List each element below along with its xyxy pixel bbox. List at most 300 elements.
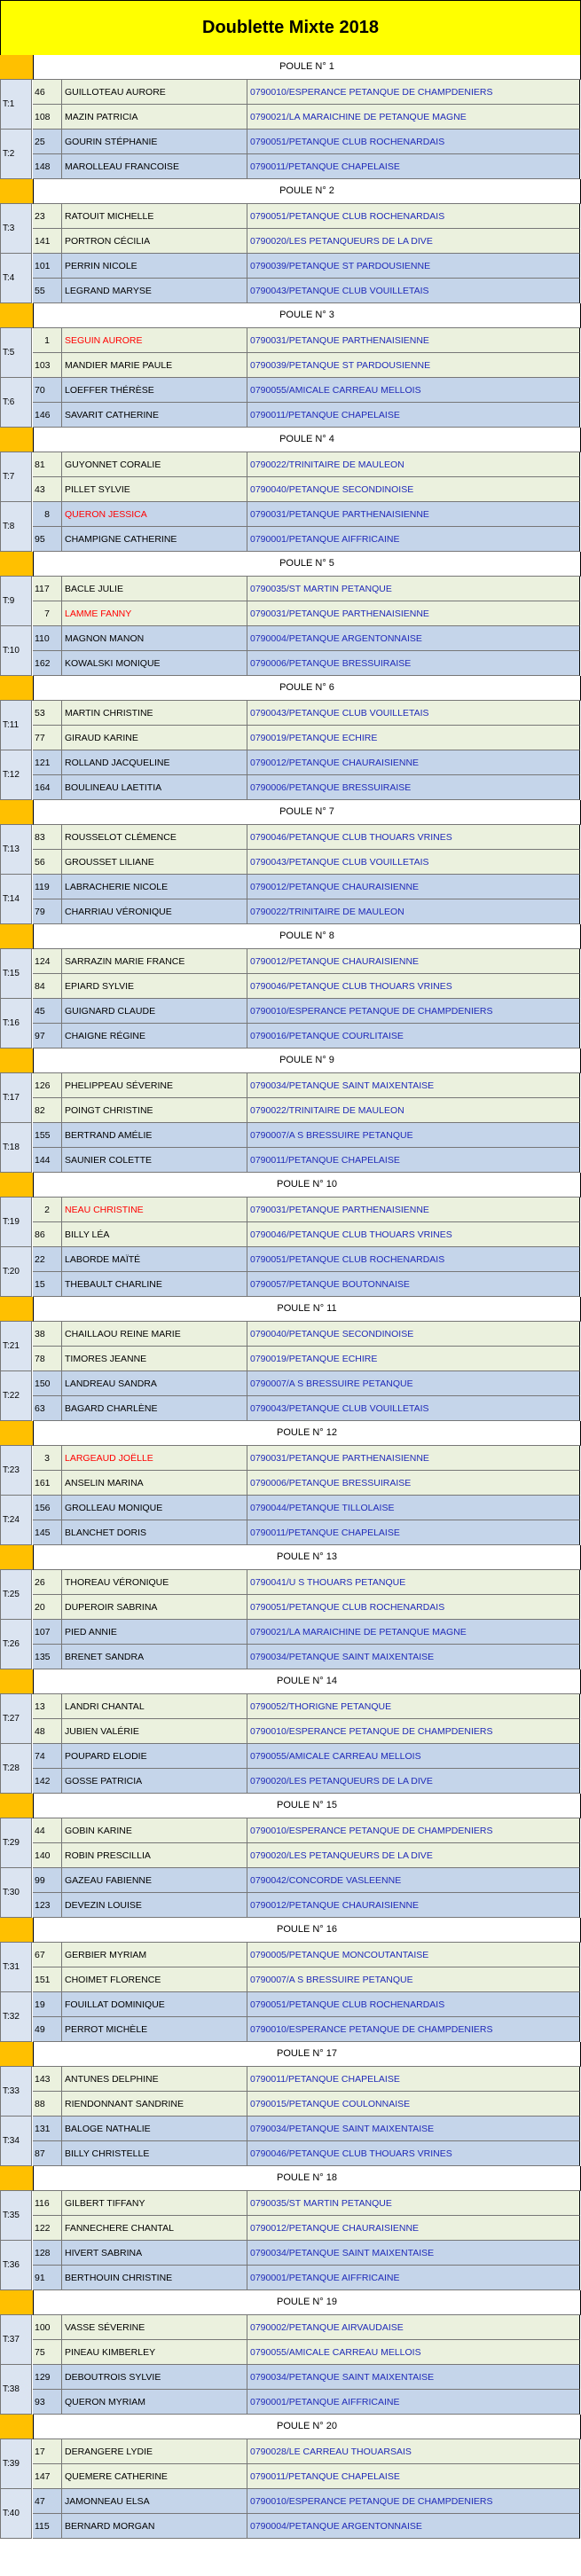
team-label: T:25 <box>0 1570 32 1620</box>
player-club: 0790051/PETANQUE CLUB ROCHENARDAIS <box>247 1595 580 1620</box>
poule-title: POULE N° 20 <box>34 2415 581 2439</box>
poule-header <box>0 1048 581 1073</box>
player-name: FANNECHERE CHANTAL <box>62 2216 247 2241</box>
poule-header <box>0 1421 581 1446</box>
player-number: 75 <box>33 2340 62 2365</box>
player-club: 0790010/ESPERANCE PETANQUE DE CHAMPDENIERS <box>247 1719 580 1744</box>
player-row <box>33 850 580 875</box>
player-club: 0790046/PETANQUE CLUB THOUARS VRINES <box>247 1222 580 1247</box>
team-label: T:3 <box>0 204 32 254</box>
team-label: T:11 <box>0 701 32 750</box>
player-row <box>33 527 580 552</box>
poule-marker <box>0 1297 34 1322</box>
player-club: 0790004/PETANQUE ARGENTONNAISE <box>247 2514 580 2539</box>
player-club: 0790039/PETANQUE ST PARDOUSIENNE <box>247 353 580 378</box>
player-number: 107 <box>33 1620 62 1645</box>
player-name: BAGARD CHARLÈNE <box>62 1396 247 1421</box>
player-row <box>33 1818 580 1843</box>
player-name: JAMONNEAU ELSA <box>62 2489 247 2514</box>
team-label: T:33 <box>0 2067 32 2117</box>
player-club: 0790052/THORIGNE PETANQUE <box>247 1694 580 1719</box>
poule-marker <box>0 428 34 452</box>
player-number: 49 <box>33 2017 62 2042</box>
player-row <box>33 1992 580 2017</box>
player-row <box>33 1620 580 1645</box>
player-club: 0790021/LA MARAICHINE DE PETANQUE MAGNE <box>247 105 580 130</box>
player-club: 0790055/AMICALE CARREAU MELLOIS <box>247 1744 580 1769</box>
team-label: T:37 <box>0 2315 32 2365</box>
poule-header <box>0 924 581 949</box>
team-label: T:14 <box>0 875 32 924</box>
player-club: 0790055/AMICALE CARREAU MELLOIS <box>247 2340 580 2365</box>
team-label: T:35 <box>0 2191 32 2241</box>
player-row <box>33 1769 580 1794</box>
player-name: ROUSSELOT CLÉMENCE <box>62 825 247 850</box>
player-club: 0790011/PETANQUE CHAPELAISE <box>247 2067 580 2092</box>
player-number: 56 <box>33 850 62 875</box>
player-number: 67 <box>33 1943 62 1967</box>
player-row <box>33 1868 580 1893</box>
player-row <box>33 2514 580 2539</box>
team-label: T:29 <box>0 1818 32 1868</box>
player-name: LOEFFER THÉRÈSE <box>62 378 247 403</box>
player-row <box>33 1694 580 1719</box>
poule-marker <box>0 1421 34 1446</box>
player-club: 0790039/PETANQUE ST PARDOUSIENNE <box>247 254 580 279</box>
player-row <box>33 2241 580 2266</box>
poule-header <box>0 2042 581 2067</box>
player-club: 0790035/ST MARTIN PETANQUE <box>247 2191 580 2216</box>
poule-title: POULE N° 11 <box>34 1297 581 1322</box>
player-row <box>33 353 580 378</box>
player-number: 15 <box>33 1272 62 1297</box>
poule-marker <box>0 2042 34 2067</box>
player-club: 0790019/PETANQUE ECHIRE <box>247 726 580 750</box>
player-row <box>33 1471 580 1496</box>
player-name: LARGEAUD JOËLLE <box>62 1446 247 1471</box>
player-number: 91 <box>33 2266 62 2290</box>
player-club: 0790057/PETANQUE BOUTONNAISE <box>247 1272 580 1297</box>
player-row <box>33 701 580 726</box>
team-label: T:31 <box>0 1943 32 1992</box>
player-name: QUEMERE CATHERINE <box>62 2464 247 2489</box>
player-number: 116 <box>33 2191 62 2216</box>
player-club: 0790020/LES PETANQUEURS DE LA DIVE <box>247 229 580 254</box>
player-name: SAUNIER COLETTE <box>62 1148 247 1173</box>
player-number: 122 <box>33 2216 62 2241</box>
team-label: T:2 <box>0 130 32 179</box>
player-row <box>33 279 580 303</box>
player-number: 123 <box>33 1893 62 1918</box>
player-name: PERROT MICHÈLE <box>62 2017 247 2042</box>
poule-header <box>0 179 581 204</box>
player-club: 0790012/PETANQUE CHAURAISIENNE <box>247 949 580 974</box>
player-club: 0790010/ESPERANCE PETANQUE DE CHAMPDENIERS <box>247 2017 580 2042</box>
player-name: KOWALSKI MONIQUE <box>62 651 247 676</box>
team-label: T:23 <box>0 1446 32 1496</box>
player-number: 121 <box>33 750 62 775</box>
player-club: 0790031/PETANQUE PARTHENAISIENNE <box>247 601 580 626</box>
team-label: T:24 <box>0 1496 32 1545</box>
player-club: 0790041/U S THOUARS PETANQUE <box>247 1570 580 1595</box>
player-number: 13 <box>33 1694 62 1719</box>
player-club: 0790046/PETANQUE CLUB THOUARS VRINES <box>247 825 580 850</box>
player-club: 0790044/PETANQUE TILLOLAISE <box>247 1496 580 1520</box>
player-name: HIVERT SABRINA <box>62 2241 247 2266</box>
player-row <box>33 2390 580 2415</box>
player-name: GOSSE PATRICIA <box>62 1769 247 1794</box>
player-name: LABRACHERIE NICOLE <box>62 875 247 899</box>
player-row <box>33 1719 580 1744</box>
player-club: 0790005/PETANQUE MONCOUTANTAISE <box>247 1943 580 1967</box>
player-row <box>33 1943 580 1967</box>
player-club: 0790001/PETANQUE AIFFRICAINE <box>247 527 580 552</box>
player-number: 3 <box>33 1446 62 1471</box>
player-number: 78 <box>33 1347 62 1371</box>
poule-title: POULE N° 5 <box>34 552 581 577</box>
player-number: 93 <box>33 2390 62 2415</box>
player-number: 19 <box>33 1992 62 2017</box>
poule-marker <box>0 924 34 949</box>
player-row <box>33 999 580 1024</box>
player-number: 23 <box>33 204 62 229</box>
player-number: 97 <box>33 1024 62 1048</box>
team-label: T:39 <box>0 2439 32 2489</box>
player-row <box>33 899 580 924</box>
player-row <box>33 204 580 229</box>
poule-title: POULE N° 14 <box>34 1669 581 1694</box>
player-club: 0790011/PETANQUE CHAPELAISE <box>247 403 580 428</box>
player-number: 48 <box>33 1719 62 1744</box>
team-label: T:21 <box>0 1322 32 1371</box>
player-club: 0790034/PETANQUE SAINT MAIXENTAISE <box>247 1645 580 1669</box>
player-club: 0790011/PETANQUE CHAPELAISE <box>247 2464 580 2489</box>
player-row <box>33 1073 580 1098</box>
poule-header <box>0 2166 581 2191</box>
player-row <box>33 1272 580 1297</box>
player-name: LAMME FANNY <box>62 601 247 626</box>
player-club: 0790051/PETANQUE CLUB ROCHENARDAIS <box>247 1247 580 1272</box>
player-number: 146 <box>33 403 62 428</box>
player-club: 0790043/PETANQUE CLUB VOUILLETAIS <box>247 701 580 726</box>
player-club: 0790046/PETANQUE CLUB THOUARS VRINES <box>247 974 580 999</box>
player-name: QUERON MYRIAM <box>62 2390 247 2415</box>
player-club: 0790022/TRINITAIRE DE MAULEON <box>247 899 580 924</box>
player-name: PORTRON CÉCILIA <box>62 229 247 254</box>
team-label: T:26 <box>0 1620 32 1669</box>
player-number: 53 <box>33 701 62 726</box>
player-name: ROLLAND JACQUELINE <box>62 750 247 775</box>
player-name: POINGT CHRISTINE <box>62 1098 247 1123</box>
player-row <box>33 1347 580 1371</box>
team-label: T:18 <box>0 1123 32 1173</box>
player-club: 0790034/PETANQUE SAINT MAIXENTAISE <box>247 2117 580 2141</box>
player-name: THEBAULT CHARLINE <box>62 1272 247 1297</box>
player-name: LABORDE MAÏTÉ <box>62 1247 247 1272</box>
player-row <box>33 477 580 502</box>
player-club: 0790043/PETANQUE CLUB VOUILLETAIS <box>247 1396 580 1421</box>
player-name: TIMORES JEANNE <box>62 1347 247 1371</box>
player-number: 147 <box>33 2464 62 2489</box>
player-row <box>33 2365 580 2390</box>
player-club: 0790006/PETANQUE BRESSUIRAISE <box>247 1471 580 1496</box>
player-club: 0790012/PETANQUE CHAURAISIENNE <box>247 750 580 775</box>
player-name: DEVEZIN LOUISE <box>62 1893 247 1918</box>
player-club: 0790031/PETANQUE PARTHENAISIENNE <box>247 502 580 527</box>
player-club: 0790022/TRINITAIRE DE MAULEON <box>247 452 580 477</box>
player-name: GUYONNET CORALIE <box>62 452 247 477</box>
player-name: PINEAU KIMBERLEY <box>62 2340 247 2365</box>
player-row <box>33 378 580 403</box>
player-club: 0790012/PETANQUE CHAURAISIENNE <box>247 875 580 899</box>
player-name: CHAIGNE RÉGINE <box>62 1024 247 1048</box>
player-row <box>33 2117 580 2141</box>
player-row <box>33 750 580 775</box>
player-name: GILBERT TIFFANY <box>62 2191 247 2216</box>
player-club: 0790034/PETANQUE SAINT MAIXENTAISE <box>247 1073 580 1098</box>
team-label: T:34 <box>0 2117 32 2166</box>
player-club: 0790012/PETANQUE CHAURAISIENNE <box>247 1893 580 1918</box>
player-name: SAVARIT CATHERINE <box>62 403 247 428</box>
player-number: 87 <box>33 2141 62 2166</box>
player-number: 100 <box>33 2315 62 2340</box>
poule-title: POULE N° 4 <box>34 428 581 452</box>
team-label: T:10 <box>0 626 32 676</box>
player-club: 0790040/PETANQUE SECONDINOISE <box>247 477 580 502</box>
player-row <box>33 2092 580 2117</box>
player-name: LANDRI CHANTAL <box>62 1694 247 1719</box>
player-row <box>33 2464 580 2489</box>
player-name: BRENET SANDRA <box>62 1645 247 1669</box>
player-row <box>33 626 580 651</box>
player-row <box>33 1496 580 1520</box>
player-name: BILLY CHRISTELLE <box>62 2141 247 2166</box>
player-club: 0790031/PETANQUE PARTHENAISIENNE <box>247 1198 580 1222</box>
player-row <box>33 1098 580 1123</box>
player-club: 0790011/PETANQUE CHAPELAISE <box>247 154 580 179</box>
player-row <box>33 105 580 130</box>
player-row <box>33 974 580 999</box>
poule-marker <box>0 2166 34 2191</box>
player-club: 0790040/PETANQUE SECONDINOISE <box>247 1322 580 1347</box>
player-club: 0790046/PETANQUE CLUB THOUARS VRINES <box>247 2141 580 2166</box>
team-label: T:32 <box>0 1992 32 2042</box>
team-label: T:4 <box>0 254 32 303</box>
player-number: 145 <box>33 1520 62 1545</box>
player-name: GUILLOTEAU AURORE <box>62 80 247 105</box>
player-row <box>33 1198 580 1222</box>
player-club: 0790042/CONCORDE VASLEENNE <box>247 1868 580 1893</box>
poule-header <box>0 1173 581 1198</box>
sheet-title: Doublette Mixte 2018 <box>0 0 581 56</box>
player-club: 0790002/PETANQUE AIRVAUDAISE <box>247 2315 580 2340</box>
team-label: T:6 <box>0 378 32 428</box>
poule-header <box>0 1918 581 1943</box>
player-name: BERTHOUIN CHRISTINE <box>62 2266 247 2290</box>
player-number: 82 <box>33 1098 62 1123</box>
team-label: T:19 <box>0 1198 32 1247</box>
player-name: GOBIN KARINE <box>62 1818 247 1843</box>
player-row <box>33 651 580 676</box>
player-row <box>33 1595 580 1620</box>
player-name: VASSE SÉVERINE <box>62 2315 247 2340</box>
player-number: 161 <box>33 1471 62 1496</box>
poule-header <box>0 1545 581 1570</box>
player-name: GERBIER MYRIAM <box>62 1943 247 1967</box>
player-name: EPIARD SYLVIE <box>62 974 247 999</box>
poule-title: POULE N° 10 <box>34 1173 581 1198</box>
player-row <box>33 577 580 601</box>
player-number: 155 <box>33 1123 62 1148</box>
team-label: T:15 <box>0 949 32 999</box>
player-number: 156 <box>33 1496 62 1520</box>
poule-marker <box>0 1918 34 1943</box>
player-name: FOUILLAT DOMINIQUE <box>62 1992 247 2017</box>
player-club: 0790001/PETANQUE AIFFRICAINE <box>247 2390 580 2415</box>
player-name: RATOUIT MICHELLE <box>62 204 247 229</box>
player-name: ROBIN PRESCILLIA <box>62 1843 247 1868</box>
player-name: BACLE JULIE <box>62 577 247 601</box>
player-number: 151 <box>33 1967 62 1992</box>
player-name: MAGNON MANON <box>62 626 247 651</box>
player-number: 143 <box>33 2067 62 2092</box>
player-club: 0790034/PETANQUE SAINT MAIXENTAISE <box>247 2365 580 2390</box>
player-name: LANDREAU SANDRA <box>62 1371 247 1396</box>
poule-title: POULE N° 16 <box>34 1918 581 1943</box>
player-row <box>33 1570 580 1595</box>
player-number: 144 <box>33 1148 62 1173</box>
poule-marker <box>0 800 34 825</box>
player-name: RIENDONNANT SANDRINE <box>62 2092 247 2117</box>
player-club: 0790028/LE CARREAU THOUARSAIS <box>247 2439 580 2464</box>
player-club: 0790010/ESPERANCE PETANQUE DE CHAMPDENIERS <box>247 80 580 105</box>
player-number: 20 <box>33 1595 62 1620</box>
player-row <box>33 229 580 254</box>
player-club: 0790010/ESPERANCE PETANQUE DE CHAMPDENIERS <box>247 999 580 1024</box>
player-name: THOREAU VÉRONIQUE <box>62 1570 247 1595</box>
player-number: 38 <box>33 1322 62 1347</box>
player-number: 77 <box>33 726 62 750</box>
player-name: GROLLEAU MONIQUE <box>62 1496 247 1520</box>
player-row <box>33 1744 580 1769</box>
poule-marker <box>0 1794 34 1818</box>
player-row <box>33 1024 580 1048</box>
player-number: 17 <box>33 2439 62 2464</box>
player-number: 135 <box>33 1645 62 1669</box>
poule-header <box>0 55 581 80</box>
team-label: T:13 <box>0 825 32 875</box>
player-row <box>33 2141 580 2166</box>
player-number: 63 <box>33 1396 62 1421</box>
player-number: 148 <box>33 154 62 179</box>
player-row <box>33 254 580 279</box>
player-name: BLANCHET DORIS <box>62 1520 247 1545</box>
player-name: MAROLLEAU FRANCOISE <box>62 154 247 179</box>
player-name: PIED ANNIE <box>62 1620 247 1645</box>
player-row <box>33 1520 580 1545</box>
team-label: T:9 <box>0 577 32 626</box>
player-name: QUERON JESSICA <box>62 502 247 527</box>
player-row <box>33 726 580 750</box>
player-row <box>33 1396 580 1421</box>
poule-title: POULE N° 13 <box>34 1545 581 1570</box>
poule-title: POULE N° 19 <box>34 2290 581 2315</box>
player-club: 0790012/PETANQUE CHAURAISIENNE <box>247 2216 580 2241</box>
player-name: DEBOUTROIS SYLVIE <box>62 2365 247 2390</box>
player-number: 47 <box>33 2489 62 2514</box>
player-number: 99 <box>33 1868 62 1893</box>
player-name: POUPARD ELODIE <box>62 1744 247 1769</box>
player-number: 140 <box>33 1843 62 1868</box>
player-row <box>33 1893 580 1918</box>
player-name: GIRAUD KARINE <box>62 726 247 750</box>
player-name: GOURIN STÉPHANIE <box>62 130 247 154</box>
player-number: 46 <box>33 80 62 105</box>
player-name: DUPEROIR SABRINA <box>62 1595 247 1620</box>
player-number: 43 <box>33 477 62 502</box>
player-number: 164 <box>33 775 62 800</box>
poule-marker <box>0 179 34 204</box>
player-row <box>33 1446 580 1471</box>
player-number: 117 <box>33 577 62 601</box>
poule-title: POULE N° 7 <box>34 800 581 825</box>
player-row <box>33 2266 580 2290</box>
player-name: GAZEAU FABIENNE <box>62 1868 247 1893</box>
player-row <box>33 1222 580 1247</box>
team-label: T:7 <box>0 452 32 502</box>
poule-marker <box>0 1048 34 1073</box>
player-row <box>33 1148 580 1173</box>
player-number: 115 <box>33 2514 62 2539</box>
player-row <box>33 1843 580 1868</box>
player-number: 74 <box>33 1744 62 1769</box>
player-number: 128 <box>33 2241 62 2266</box>
player-club: 0790007/A S BRESSUIRE PETANQUE <box>247 1371 580 1396</box>
poule-header <box>0 1297 581 1322</box>
poule-title: POULE N° 3 <box>34 303 581 328</box>
player-number: 1 <box>33 328 62 353</box>
player-row <box>33 1967 580 1992</box>
player-row <box>33 825 580 850</box>
player-number: 103 <box>33 353 62 378</box>
player-club: 0790010/ESPERANCE PETANQUE DE CHAMPDENIERS <box>247 1818 580 1843</box>
player-row <box>33 2315 580 2340</box>
player-number: 126 <box>33 1073 62 1098</box>
poule-title: POULE N° 15 <box>34 1794 581 1818</box>
player-name: BERNARD MORGAN <box>62 2514 247 2539</box>
player-club: 0790043/PETANQUE CLUB VOUILLETAIS <box>247 279 580 303</box>
player-row <box>33 130 580 154</box>
player-name: ANSELIN MARINA <box>62 1471 247 1496</box>
player-number: 25 <box>33 130 62 154</box>
player-row <box>33 775 580 800</box>
player-club: 0790007/A S BRESSUIRE PETANQUE <box>247 1967 580 1992</box>
player-club: 0790031/PETANQUE PARTHENAISIENNE <box>247 1446 580 1471</box>
player-club: 0790043/PETANQUE CLUB VOUILLETAIS <box>247 850 580 875</box>
player-row <box>33 154 580 179</box>
player-number: 86 <box>33 1222 62 1247</box>
player-number: 7 <box>33 601 62 626</box>
player-name: MARTIN CHRISTINE <box>62 701 247 726</box>
player-club: 0790031/PETANQUE PARTHENAISIENNE <box>247 328 580 353</box>
player-number: 44 <box>33 1818 62 1843</box>
poule-header <box>0 428 581 452</box>
player-name: CHAMPIGNE CATHERINE <box>62 527 247 552</box>
poule-marker <box>0 303 34 328</box>
player-number: 22 <box>33 1247 62 1272</box>
player-name: BERTRAND AMÉLIE <box>62 1123 247 1148</box>
player-row <box>33 1371 580 1396</box>
